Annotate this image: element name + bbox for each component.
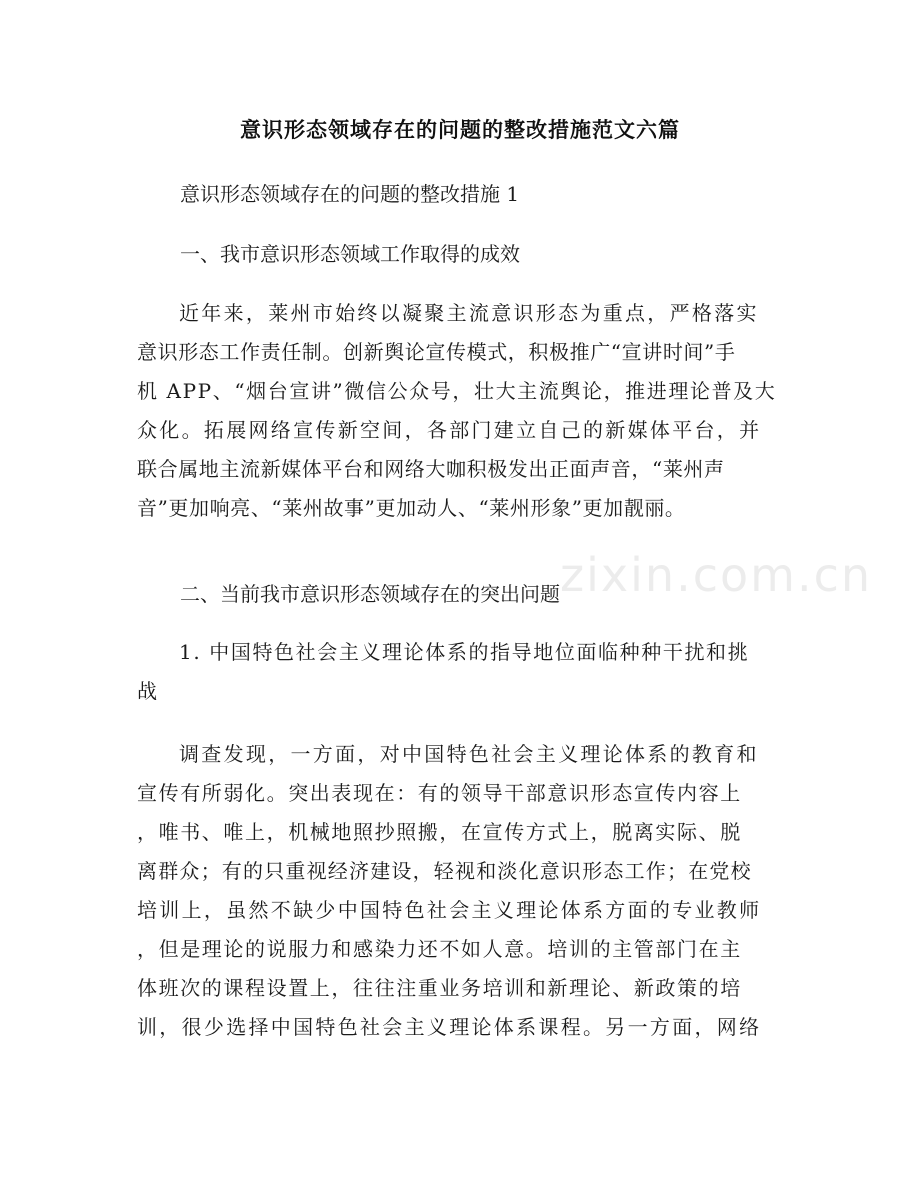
paragraph-line: 离群众；有的只重视经济建设，轻视和淡化意识形态工作；在党校 bbox=[137, 859, 752, 883]
paragraph-1 bbox=[137, 294, 787, 528]
paragraph-line: 1. 中国特色社会主义理论体系的指导地位面临种种干扰和挑 bbox=[179, 640, 750, 664]
paragraph-line: 宣传有所弱化。突出表现在：有的领导干部意识形态宣传内容上 bbox=[137, 781, 742, 805]
section-heading-1: 一、我市意识形态领域工作取得的成效 bbox=[180, 242, 520, 266]
document-subtitle: 意识形态领域存在的问题的整改措施 1 bbox=[180, 182, 520, 206]
paragraph-line: ，唯书、唯上，机械地照抄照搬，在宣传方式上，脱离实际、脱 bbox=[137, 820, 742, 844]
document-title: 意识形态领域存在的问题的整改措施范文六篇 bbox=[240, 118, 680, 142]
paragraph-line: 联合属地主流新媒体平台和网络大咖积极发出正面声音，“莱州声 bbox=[137, 457, 725, 481]
paragraph-line: 机 APP、“烟台宣讲”微信公众号，壮大主流舆论，推进理论普及大 bbox=[137, 379, 777, 403]
paragraph-line: 意识形态工作责任制。创新舆论宣传模式，积极推广“宣讲时间”手 bbox=[137, 340, 736, 364]
paragraph-2 bbox=[137, 735, 787, 1047]
paragraph-line: 众化。拓展网络宣传新空间，各部门建立自己的新媒体平台，并 bbox=[137, 418, 762, 442]
section-heading-2: 二、当前我市意识形态领域存在的突出问题 bbox=[180, 582, 560, 606]
paragraph-line: 培训上，虽然不缺少中国特色社会主义理论体系方面的专业教师 bbox=[137, 898, 762, 922]
paragraph-line: 近年来，莱州市始终以凝聚主流意识形态为重点，严格落实 bbox=[179, 301, 759, 325]
watermark: zixin.com.cn bbox=[560, 548, 873, 602]
paragraph-line: 音”更加响亮、“莱州故事”更加动人、“莱州形象”更加靓丽。 bbox=[137, 496, 686, 520]
paragraph-line: ，但是理论的说服力和感染力还不如人意。培训的主管部门在主 bbox=[137, 937, 742, 961]
paragraph-line: 训，很少选择中国特色社会主义理论体系课程。另一方面，网络 bbox=[137, 1015, 762, 1039]
paragraph-line: 调查发现，一方面，对中国特色社会主义理论体系的教育和 bbox=[179, 742, 759, 766]
paragraph-line: 战 bbox=[137, 679, 159, 703]
subsection-heading-1 bbox=[137, 633, 787, 711]
paragraph-line: 体班次的课程设置上，往往注重业务培训和新理论、新政策的培 bbox=[137, 976, 742, 1000]
